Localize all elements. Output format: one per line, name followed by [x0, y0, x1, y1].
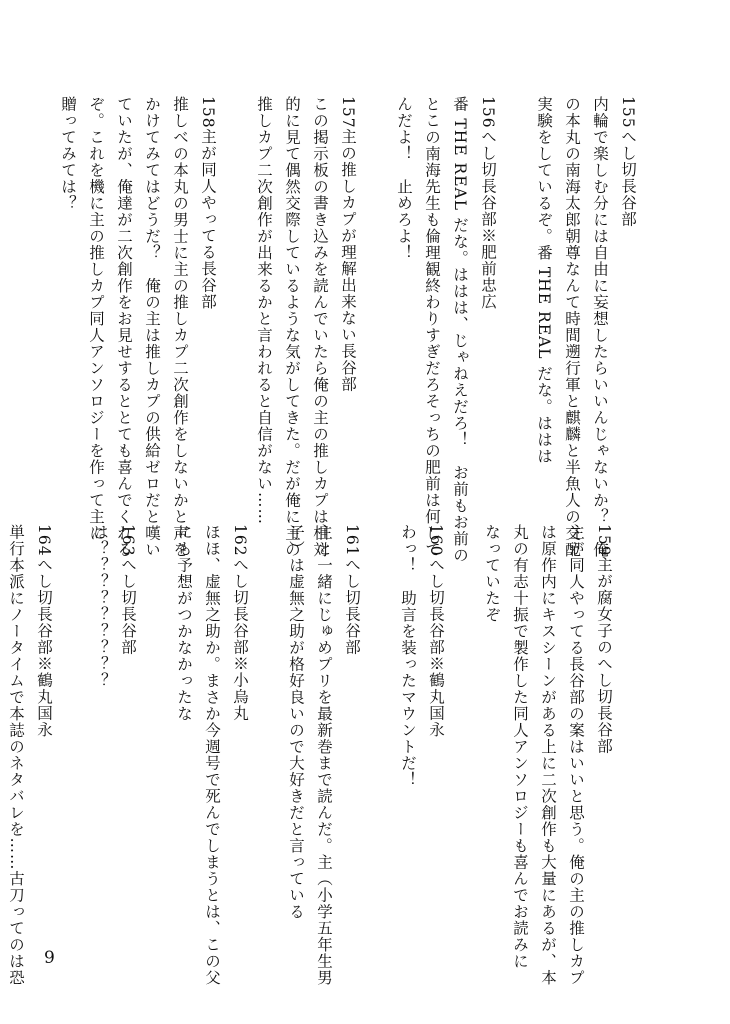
text-line: 主と一緒にじゅめプリを最新巻まで読んだ。主（小学五年生男: [315, 524, 333, 986]
text-line: わっ！ 助言を装ったマウントだ！: [399, 524, 417, 788]
text-line: とこの南海先生も倫理観終わりすぎだろそっちの肥前は何して: [423, 96, 441, 558]
page-number: 9: [44, 948, 55, 968]
text-line: 番 THE REAL だな。ははは、じゃねえだろ！ お前もお前の: [451, 96, 469, 564]
blank-line: [254, 524, 282, 944]
text-line: ほほ、虚無之助か。まさか今週号で死んでしまうとは、この父: [203, 524, 221, 986]
text-line: 156へし切長谷部※肥前忠広: [479, 96, 497, 311]
text-line: かけてみてはどうだ？ 俺の主は推しカプの供給ゼロだと嘆い: [143, 96, 161, 558]
text-line: 実験をしているぞ。番 THE REAL だな。ははは: [535, 96, 553, 465]
text-line: は原作内にキスシーンがある上に二次創作も大量にあるが、本: [539, 524, 557, 986]
text-block-bottom: [0, 524, 618, 986]
text-line: 主が同人やってる長谷部の案はいいと思う。俺の主の推しカプ: [567, 524, 585, 986]
text-line: 160へし切長谷部※鶴丸国永: [427, 524, 445, 739]
blank-line: [142, 524, 170, 944]
text-line: 161へし切長谷部: [343, 524, 361, 656]
text-line: 164へし切長谷部※鶴丸国永: [35, 524, 53, 739]
text-line: 単行本派にノータイムで本誌のネタバレを……古刀ってのは恐: [7, 524, 25, 986]
text-line: 贈ってみては？: [59, 96, 77, 212]
text-line: は？？？？？？？？？: [91, 524, 109, 689]
blank-line: [58, 524, 86, 944]
text-line: にも予想がつかなかったな: [175, 524, 193, 722]
blank-line: [366, 524, 394, 944]
text-line: 157主の推しカプが理解出来ない長谷部: [339, 96, 357, 393]
text-line: 子）は虚無之助が格好良いので大好きだと言っている: [287, 524, 305, 920]
blank-line: [450, 524, 478, 944]
text-line: 163へし切長谷部: [119, 524, 137, 656]
text-line: の本丸の南海太郎朝尊なんて時間遡行軍と麒麟と半魚人の交配: [563, 96, 581, 558]
blank-line: [362, 96, 390, 516]
blank-line: [502, 96, 530, 516]
text-line: 内輪で楽しむ分には自由に妄想したらいいんじゃないか？ 俺: [591, 96, 609, 558]
text-line: この掲示板の書き込みを読んでいたら俺の主の推しカプは相対: [311, 96, 329, 558]
blank-line: [222, 96, 250, 516]
text-line: ていたが、俺達が二次創作をお見せするととても喜んでくれる: [115, 96, 133, 558]
text-line: 的に見て偶然交際しているような気がしてきた。だが俺に主の: [283, 96, 301, 558]
text-line: ぞ。これを機に主の推しカプ同人アンソロジーを作って主に: [87, 96, 105, 542]
text-line: 丸の有志十振で製作した同人アンソロジーも喜んでお読みに: [511, 524, 529, 970]
text-line: んだよ！ 止めろよ！: [395, 96, 413, 261]
text-line: 推しカプ二次創作が出来るかと言われると自信がない……: [255, 96, 273, 525]
text-block-top: [54, 96, 642, 564]
text-line: 162へし切長谷部※小烏丸: [231, 524, 249, 722]
text-line: 159主が腐女子のへし切長谷部: [595, 524, 613, 755]
text-line: 推しべの本丸の男士に主の推しカプ二次創作をしないかと声を: [171, 96, 189, 558]
text-line: 155へし切長谷部: [619, 96, 637, 228]
text-line: なっていたぞ: [483, 524, 501, 623]
text-line: 158主が同人やってる長谷部: [199, 96, 217, 311]
